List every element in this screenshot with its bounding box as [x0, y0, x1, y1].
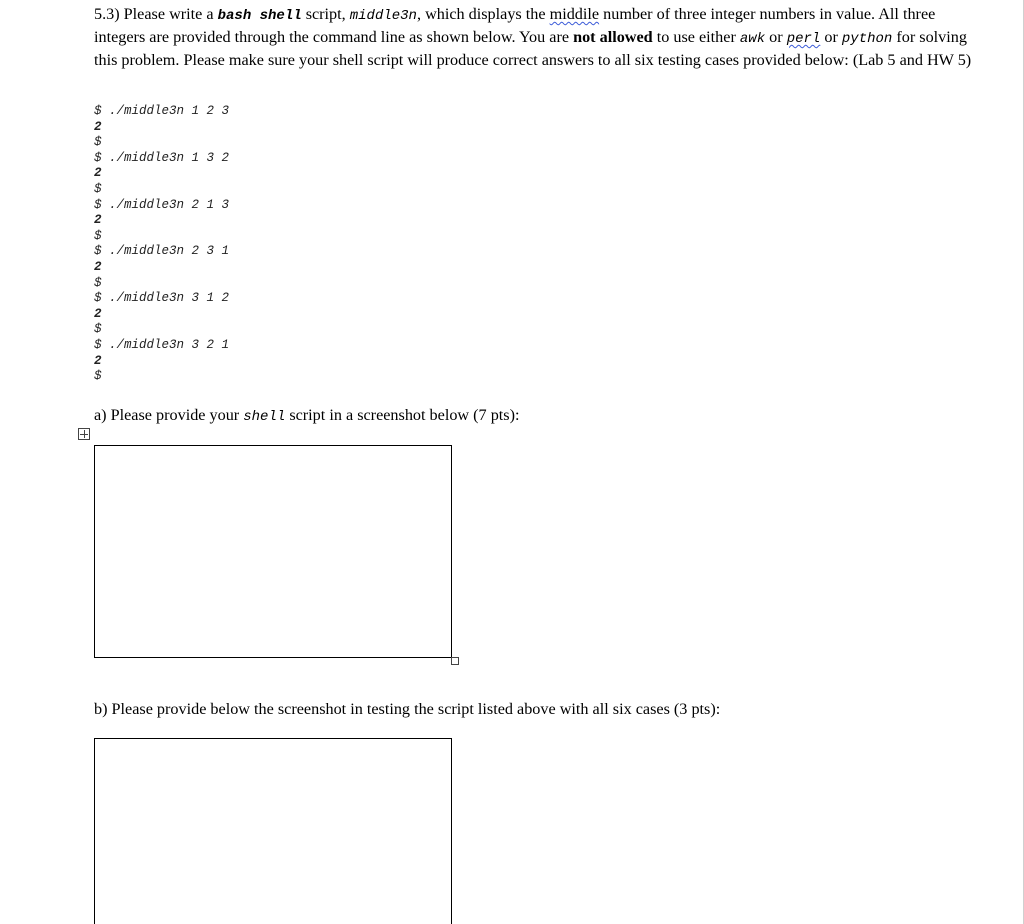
- terminal-line: $ ./middle3n 1 2 3: [94, 104, 230, 118]
- terminal-line: 2: [94, 353, 102, 368]
- question-number: 5.3): [94, 5, 120, 23]
- not-allowed-emphasis: not allowed: [573, 28, 653, 46]
- terminal-line: $ ./middle3n 3 2 1: [94, 337, 230, 352]
- awk-term: awk: [739, 31, 766, 47]
- python-term: python: [841, 31, 893, 47]
- answer-box-a[interactable]: [94, 445, 452, 658]
- perl-term[interactable]: perl: [786, 31, 821, 47]
- terminal-line: $ ./middle3n 2 1 3: [94, 197, 230, 212]
- terminal-line: $: [94, 181, 102, 196]
- terminal-line: $: [94, 275, 102, 290]
- question-paragraph: 5.3) Please write a bash shell script, middle3n, which displays the middile number of three integer numbers in value. All three integers are provided through the command line as shown below. You are not allowed to use either awk or perl or python for solving this problem. Please make sure your shell script will produce correct answers to all six testing cases provided below: (Lab 5 and HW 5): [94, 5, 972, 69]
- terminal-line: $: [94, 369, 102, 384]
- terminal-line: $ ./middle3n 1 3 2: [94, 150, 230, 165]
- bash-shell-term: bash shell: [217, 8, 302, 24]
- terminal-line: $: [94, 228, 102, 243]
- script-name: middle3n: [349, 8, 417, 24]
- terminal-line: 2: [94, 166, 102, 181]
- terminal-line: $ ./middle3n 2 3 1: [94, 244, 230, 259]
- table-move-handle-icon[interactable]: [78, 428, 90, 440]
- terminal-line: $: [94, 135, 102, 150]
- terminal-line: 2: [94, 259, 102, 274]
- answer-box-b[interactable]: [94, 738, 452, 924]
- terminal-line: 2: [94, 213, 102, 228]
- part-a-prompt: a) Please provide your shell script in a screenshot below (7 pts):: [94, 406, 520, 425]
- terminal-example: [94, 104, 229, 385]
- terminal-line: 2: [94, 306, 102, 321]
- part-b-prompt: b) Please provide below the screenshot in testing the script listed above with all six cases (3 pts):: [94, 700, 721, 718]
- table-resize-handle-icon[interactable]: [451, 657, 459, 665]
- shell-term: shell: [243, 409, 286, 425]
- misspelled-word[interactable]: middile: [549, 5, 600, 23]
- terminal-line: $ ./middle3n 3 1 2: [94, 291, 230, 306]
- terminal-line: $: [94, 322, 102, 337]
- terminal-line: 2: [94, 119, 102, 134]
